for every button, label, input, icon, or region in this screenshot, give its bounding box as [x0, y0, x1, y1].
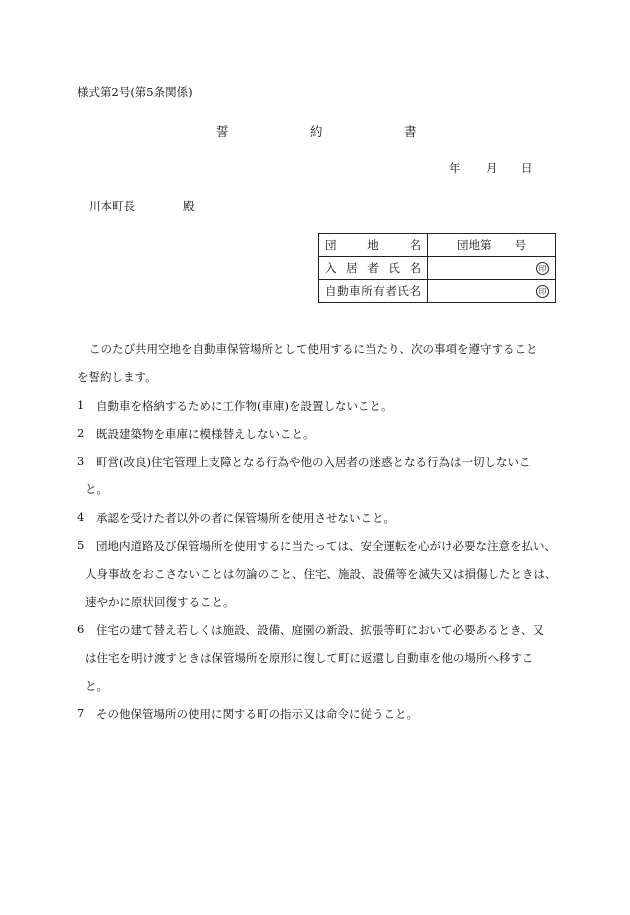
table-row-resident — [319, 257, 556, 280]
date-month: 月 — [486, 161, 498, 175]
car-owner-seal-cell — [428, 280, 556, 303]
item-number: 6 — [77, 622, 85, 636]
item-number: 1 — [77, 398, 85, 412]
intro-line-2: を誓約します。 — [77, 370, 157, 384]
item-number: 2 — [77, 426, 85, 440]
item-number: 7 — [77, 706, 85, 720]
item-number: 3 — [77, 454, 85, 468]
danchi-label: 団地名 — [319, 234, 428, 257]
item-number: 5 — [77, 538, 85, 552]
table-row-danchi — [319, 234, 556, 257]
item-3-line-1: 町営(改良)住宅管理上支障となる行為や他の入居者の迷惑となる行為は一切しないこ — [96, 455, 531, 469]
item-3-line-2: と。 — [85, 482, 108, 496]
addressee-honorific: 殿 — [183, 199, 195, 213]
addressee-name: 川本町長 — [89, 199, 135, 213]
date-day: 日 — [521, 161, 533, 175]
table-row-car-owner — [319, 280, 556, 303]
date-year: 年 — [449, 161, 461, 175]
document-title-char-3: 書 — [404, 124, 417, 139]
item-7-line-1: その他保管場所の使用に関する町の指示又は命令に従うこと。 — [96, 707, 418, 721]
seal-mark-icon: 印 — [536, 262, 549, 275]
form-number: 様式第2号(第5条関係) — [77, 85, 193, 99]
item-1-line-1: 自動車を格納するために工作物(車庫)を設置しないこと。 — [96, 399, 393, 413]
danchi-value: 団地第 号 — [428, 234, 556, 257]
resident-name-label: 入居者氏名 — [319, 257, 428, 280]
item-6-line-2: は住宅を明け渡すときは保管場所を原形に復して町に返還し自動車を他の場所へ移すこ — [85, 651, 534, 665]
item-4-line-1: 承認を受けた者以外の者に保管場所を使用させないこと。 — [96, 511, 395, 525]
item-6-line-3: と。 — [85, 679, 108, 693]
document-title-char-1: 誓 — [216, 124, 229, 139]
resident-seal-cell — [428, 257, 556, 280]
item-5-line-2: 人身事故をおこさないことは勿論のこと、住宅、施設、設備等を滅失又は損傷したときは、 — [85, 567, 557, 581]
item-5-line-3: 速やかに原状回復すること。 — [85, 595, 235, 609]
item-5-line-1: 団地内道路及び保管場所を使用するに当たっては、安全運転を心がけ必要な注意を払い、 — [96, 539, 556, 553]
item-2-line-1: 既設建築物を車庫に模様替えしないこと。 — [96, 427, 315, 441]
info-table — [318, 233, 556, 303]
seal-mark-icon: 印 — [536, 285, 549, 298]
item-number: 4 — [77, 510, 85, 524]
document-title-char-2: 約 — [310, 124, 323, 139]
item-6-line-1: 住宅の建て替え若しくは施設、設備、庭園の新設、拡張等町において必要あるとき、又 — [96, 623, 545, 637]
car-owner-name-label: 自動車所有者氏名 — [319, 280, 428, 303]
intro-line-1: このたび共用空地を自動車保管場所として使用するに当たり、次の事項を遵守すること — [89, 342, 538, 356]
